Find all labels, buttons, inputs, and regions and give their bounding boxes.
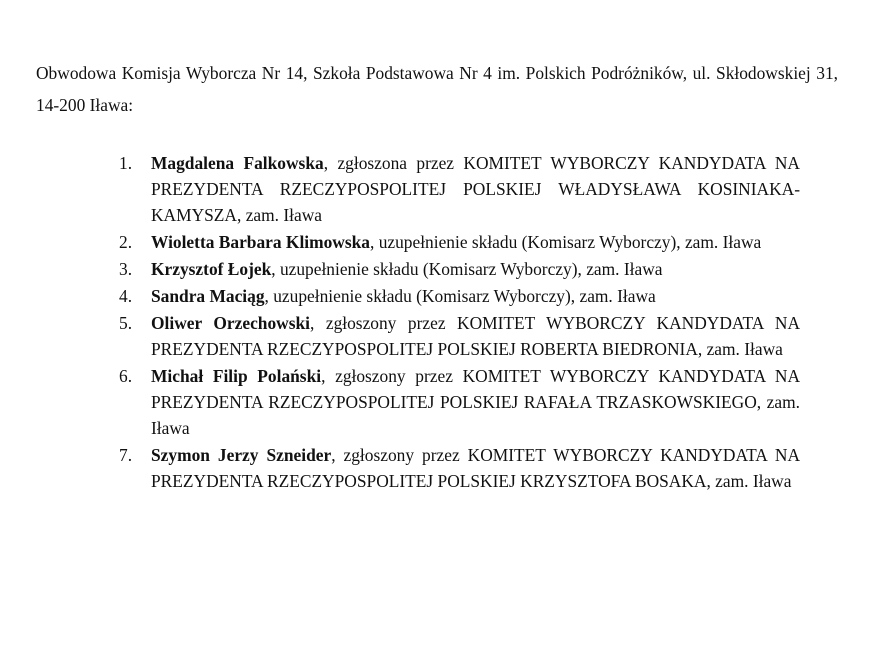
member-number: 1. (119, 153, 133, 173)
member-details: , uzupełnienie składu (Komisarz Wyborczy), zam. Iława (271, 259, 663, 279)
member-details: , zgłoszony przez KOMITET WYBORCZY KANDYDATA NA PREZYDENTA RZECZYPOSPOLITEJ POLSKIEJ KRZYSZTOFA BOSAKA, zam. Iława (151, 445, 801, 491)
member-number: 4. (119, 286, 133, 306)
member-text (151, 256, 800, 282)
list-item (116, 283, 800, 309)
member-text (151, 310, 800, 362)
member-name: Krzysztof Łojek (151, 259, 272, 279)
list-item (116, 229, 800, 255)
member-text (151, 229, 800, 255)
member-details: , uzupełnienie składu (Komisarz Wyborczy), zam. Iława (370, 232, 762, 252)
member-number: 6. (119, 366, 133, 386)
commission-member-list (116, 150, 800, 495)
member-name: Magdalena Falkowska (151, 153, 324, 173)
member-details: , zgłoszony przez KOMITET WYBORCZY KANDYDATA NA PREZYDENTA RZECZYPOSPOLITEJ POLSKIEJ RAFAŁA TRZASKOWSKIEGO, zam. Iława (151, 366, 800, 438)
member-number: 2. (119, 232, 133, 252)
list-item (116, 150, 800, 228)
member-details: , zgłoszona przez KOMITET WYBORCZY KANDYDATA NA PREZYDENTA RZECZYPOSPOLITEJ POLSKIEJ WŁADYSŁAWA KOSINIAKA-KAMYSZA, zam. Iława (151, 153, 800, 225)
member-name: Michał Filip Polański (151, 366, 322, 386)
commission-intro: Obwodowa Komisja Wyborcza Nr 14, Szkoła Podstawowa Nr 4 im. Polskich Podróżników, ul. Skłodowskiej 31, 14-200 Iława: (36, 63, 838, 115)
member-number: 5. (119, 313, 133, 333)
list-item (116, 310, 800, 362)
member-number: 7. (119, 445, 133, 465)
list-item (116, 442, 800, 494)
member-text (151, 283, 800, 309)
list-item (116, 363, 800, 441)
member-name: Szymon Jerzy Szneider (151, 445, 332, 465)
member-text (151, 363, 800, 441)
member-name: Sandra Maciąg (151, 286, 265, 306)
member-text (151, 442, 800, 494)
member-text (151, 150, 800, 228)
list-item (116, 256, 800, 282)
member-details: , zgłoszony przez KOMITET WYBORCZY KANDYDATA NA PREZYDENTA RZECZYPOSPOLITEJ POLSKIEJ ROBERTA BIEDRONIA, zam. Iława (151, 313, 801, 359)
member-number: 3. (119, 259, 133, 279)
member-name: Wioletta Barbara Klimowska (151, 232, 370, 252)
member-name: Oliwer Orzechowski (151, 313, 310, 333)
member-details: , uzupełnienie składu (Komisarz Wyborczy), zam. Iława (264, 286, 656, 306)
